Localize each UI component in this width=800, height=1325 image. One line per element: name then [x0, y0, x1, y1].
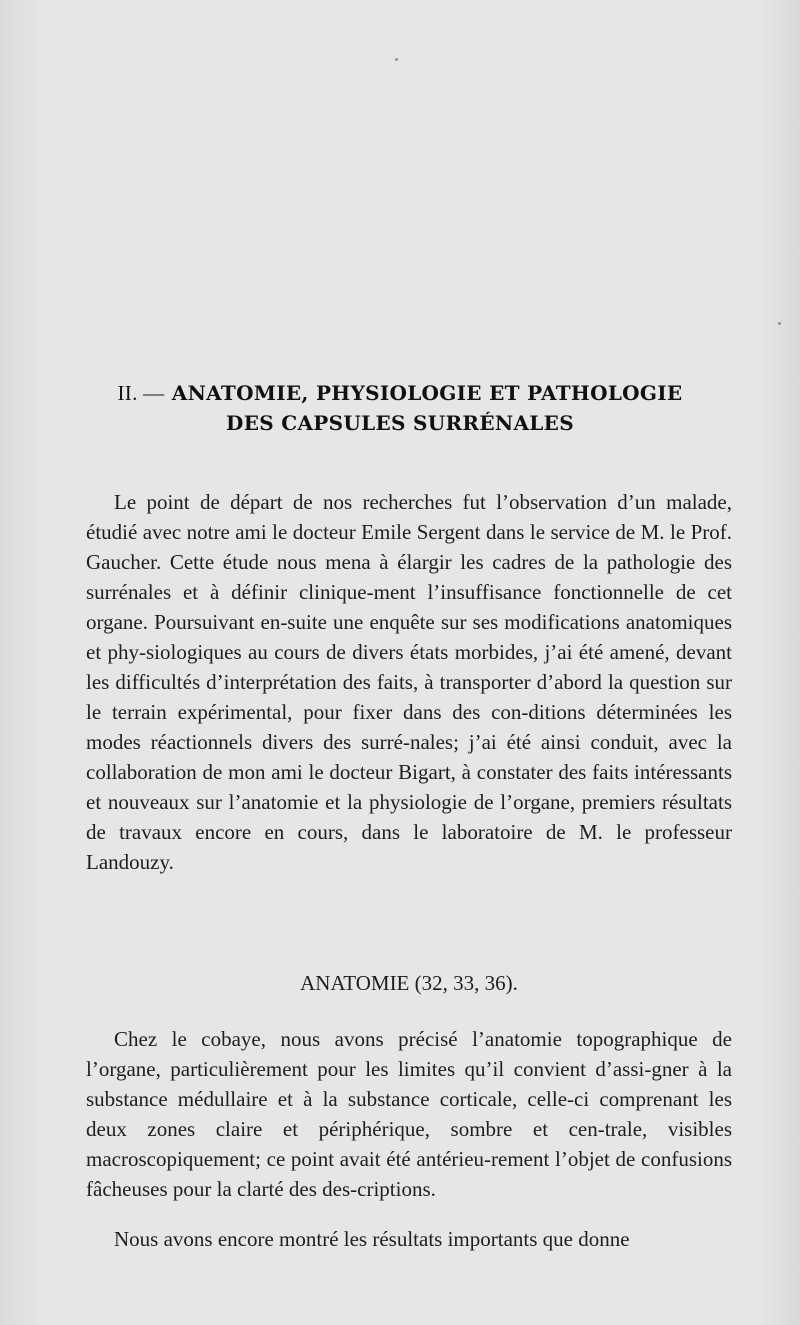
anatomy-heading: ANATOMIE (32, 33, 36). [300, 971, 518, 995]
bleed-through-text [80, 220, 740, 252]
section-number: II. — [117, 381, 165, 405]
anatomy-paragraph-block [86, 1024, 732, 1204]
continuation-paragraph: Nous avons encore montré les résultats importants que donne [114, 1227, 630, 1251]
intro-paragraph: Le point de départ de nos recherches fut l’observation d’un malade, étudié avec notre ami le docteur Emile Sergent dans le service de M. le Prof. Gaucher. Cette étude nous mena à élargir les cadres de la pathologie des surrénales et à définir clinique-ment l’insuffisance fonctionnelle de cet organe. Poursuivant en-suite une enquête sur ses modifications anatomiques et phy-siologiques au cours de divers états morbides, j’ai été amené, devant les difficultés d’interprétation des faits, à transporter d’abord la question sur le terrain expérimental, pour fixer dans des con-ditions déterminées les modes réactionnels divers des surré-nales; j’ai été ainsi conduit, avec la collaboration de mon ami le docteur Bigart, à constater des faits intéressants et nouveaux sur l’anatomie et la physiologie de l’organe, premiers résultats de travaux encore en cours, dans le laboratoire de M. le professeur Landouzy. [86, 490, 732, 874]
paper-speck [778, 322, 781, 325]
intro-paragraph-block [86, 487, 732, 877]
bleed-through-header [0, 150, 800, 166]
continuation-paragraph-block [86, 1224, 732, 1254]
paper-speck [395, 58, 398, 61]
anatomy-paragraph: Chez le cobaye, nous avons précisé l’anatomie topographique de l’organe, particulièrement pour les limites qu’il convient d’assi-gner à la substance médullaire et à la substance corticale, celle-ci comprenant les deux zones claire et périphérique, sombre et cen-trale, visibles macroscopiquement; ce point avait été antérieu-rement l’objet de confusions fâcheuses pour la clarté des des-criptions. [86, 1027, 732, 1201]
section-title-line-2: DES CAPSULES SURRÉNALES [226, 411, 574, 435]
section-title-line-1: ANATOMIE, PHYSIOLOGIE ET PATHOLOGIE [171, 381, 683, 405]
section-heading [60, 378, 740, 438]
